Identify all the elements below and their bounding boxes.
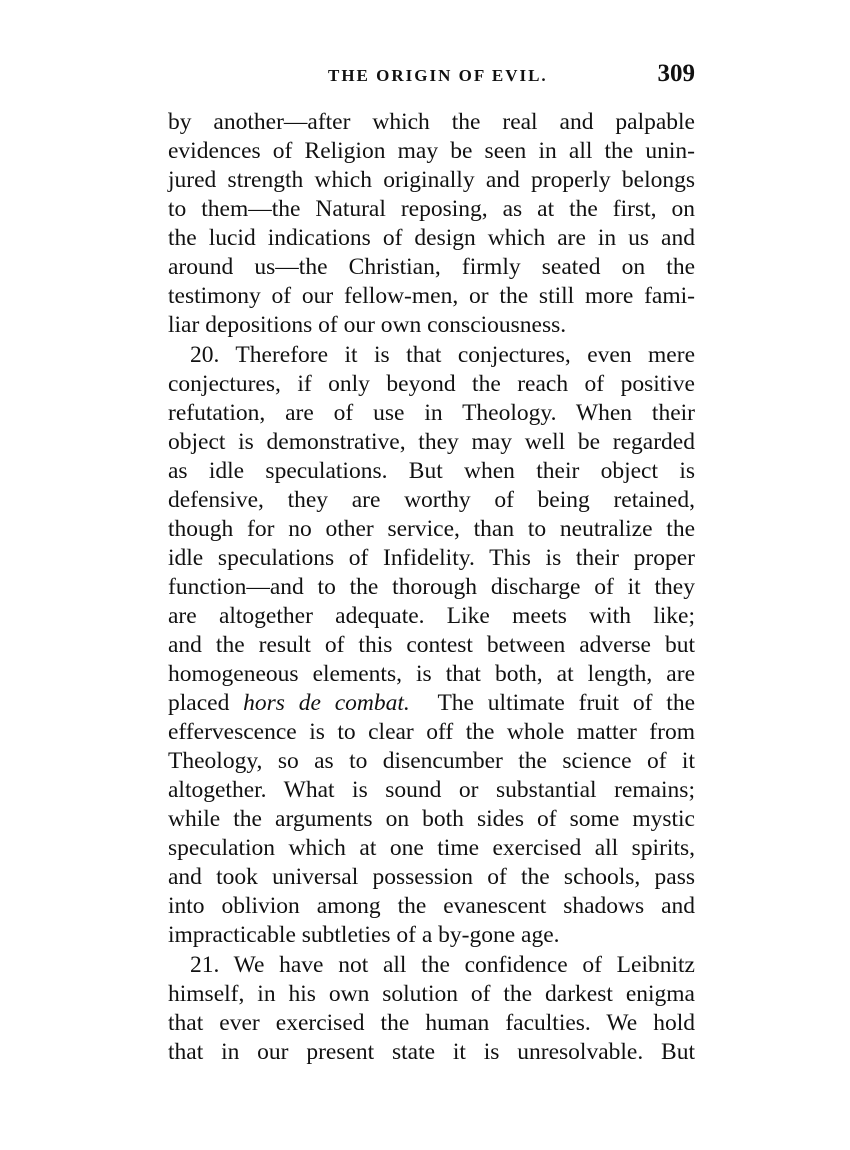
text-line: function—and to the thorough discharge of it they xyxy=(168,574,695,600)
line-prefix: placed xyxy=(168,690,244,716)
text-line: around us—the Christian, firmly seated on the xyxy=(168,254,695,280)
text-line: defensive, they are worthy of being retained, xyxy=(168,487,695,513)
text-line: by another—after which the real and palpable xyxy=(168,109,695,135)
body-text xyxy=(168,108,695,1067)
text-line: that ever exercised the human faculties. We hold xyxy=(168,1010,695,1036)
text-line: speculation which at one time exercised all spirits, xyxy=(168,835,695,861)
text-line: liar depositions of our own consciousness. xyxy=(168,312,567,338)
text-line: while the arguments on both sides of some mystic xyxy=(168,806,695,832)
italic-phrase: hors de combat. xyxy=(243,690,410,716)
text-line: to them—the Natural reposing, as at the first, on xyxy=(168,196,695,222)
text-line: homogeneous elements, is that both, at length, are xyxy=(168,661,695,687)
text-line: impracticable subtleties of a by-gone age. xyxy=(168,922,560,948)
text-line: the lucid indications of design which are in us and xyxy=(168,225,695,251)
page-header xyxy=(168,60,695,92)
text-line: are altogether adequate. Like meets with like; xyxy=(168,603,695,629)
text-line: altogether. What is sound or substantial remains; xyxy=(168,777,695,803)
text-line: object is demonstrative, they may well be regarded xyxy=(168,429,695,455)
text-line: and took universal possession of the schools, pass xyxy=(168,864,695,890)
paragraph-20-start: 20. Therefore it is that conjectures, even mere xyxy=(190,342,695,368)
line-suffix: The ultimate fruit of the xyxy=(437,690,696,716)
text-line: testimony of our fellow-men, or the still more fami- xyxy=(168,283,695,309)
text-line: into oblivion among the evanescent shadows and xyxy=(168,893,695,919)
text-line: though for no other service, than to neutralize the xyxy=(168,516,695,542)
text-line: effervescence is to clear off the whole matter from xyxy=(168,719,695,745)
text-line: refutation, are of use in Theology. When their xyxy=(168,400,695,426)
text-line-with-italic xyxy=(168,689,695,718)
text-line: Theology, so as to disencumber the science of it xyxy=(168,748,695,774)
text-line: idle speculations of Infidelity. This is their proper xyxy=(168,545,695,571)
paragraph-21-start: 21. We have not all the confidence of Leibnitz xyxy=(190,952,695,978)
text-line: jured strength which originally and properly belongs xyxy=(168,167,695,193)
running-head: THE ORIGIN OF EVIL. xyxy=(328,66,548,85)
text-line: conjectures, if only beyond the reach of positive xyxy=(168,371,695,397)
text-line: himself, in his own solution of the darkest enigma xyxy=(168,981,695,1007)
text-line: and the result of this contest between adverse but xyxy=(168,632,695,658)
page-number: 309 xyxy=(657,60,695,87)
text-line: that in our present state it is unresolvable. But xyxy=(168,1039,695,1065)
text-line: as idle speculations. But when their object is xyxy=(168,458,695,484)
text-line: evidences of Religion may be seen in all the unin- xyxy=(168,138,695,164)
